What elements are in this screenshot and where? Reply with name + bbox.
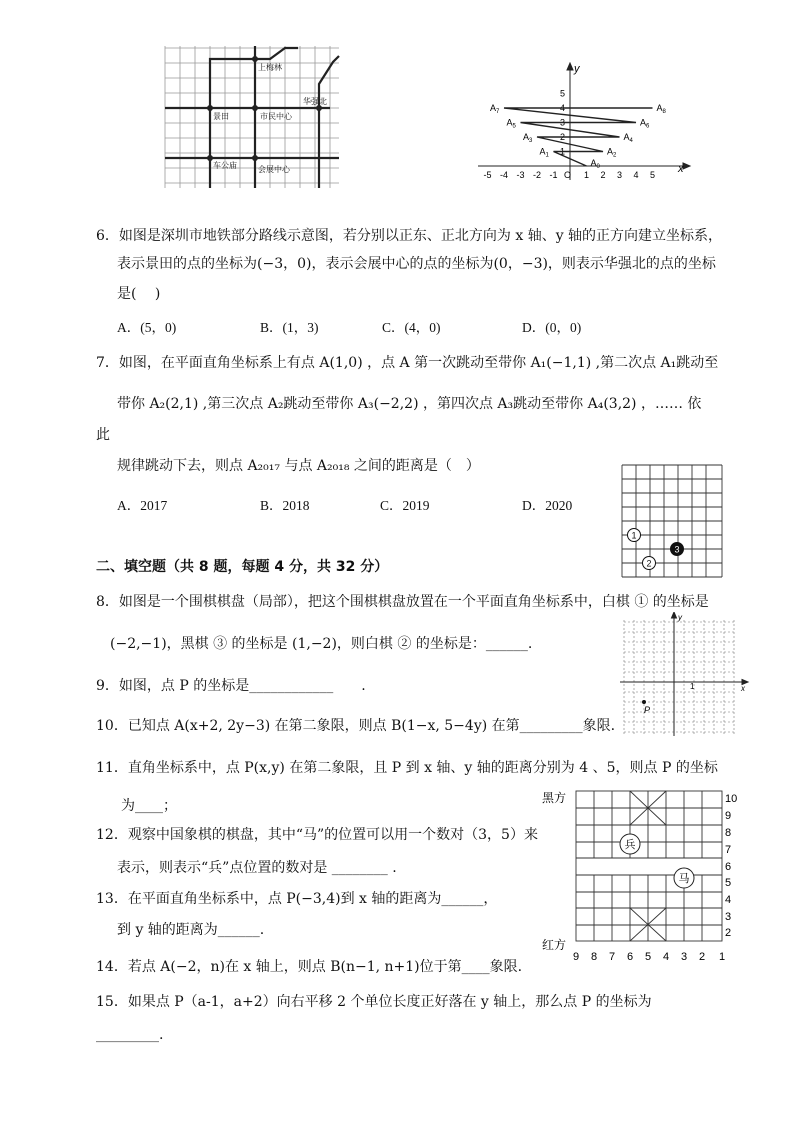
station-label-chegongmiao: 车公庙: [213, 161, 237, 170]
q8-line1: 8．如图是一个围棋棋盘（局部），把这个围棋棋盘放置在一个平面直角坐标系中，白棋 ① 的坐标是: [96, 594, 709, 610]
q12-line1: 12．观察中国象棋的棋盘，其中“马”的位置可以用一个数对（3，5）来: [96, 827, 538, 843]
xiangqi-row-9: 9: [725, 810, 732, 822]
point-p-dot: [642, 700, 646, 704]
q6-line3: 是( ): [117, 286, 161, 302]
xiangqi-col-4: 4: [662, 951, 670, 963]
go-stone-3: [671, 543, 684, 556]
station-label-civic-center: 市民中心: [260, 112, 292, 121]
q6-line1: 6．如图是深圳市地铁部分路线示意图，若分别以正东、正北方向为 x 轴、y 轴的正方向建立坐标系，: [96, 228, 723, 244]
subway-grid: [165, 46, 339, 188]
subway-map-figure: [163, 44, 341, 190]
point-p-tick-label: 1: [690, 682, 695, 691]
q15-line2: _________.: [96, 1027, 164, 1043]
xiangqi-row-6: 6: [725, 861, 732, 873]
q7-line3: 此: [96, 427, 110, 443]
station-label-huaqiangbei: 华强北: [303, 97, 327, 106]
jump-x-tick: -3: [516, 170, 525, 180]
svg-text:马: 马: [678, 873, 690, 885]
svg-text:兵: 兵: [624, 839, 636, 851]
q15-line1: 15．如果点 P（a-1，a+2）向右平移 2 个单位长度正好落在 y 轴上，那么点 P 的坐标为: [96, 994, 652, 1010]
q7-option-d[interactable]: D．2020: [522, 498, 573, 513]
svg-text:1: 1: [631, 530, 637, 541]
q11-line1: 11．直角坐标系中，点 P(x,y) 在第二象限，且 P 到 x 轴、y 轴的距离分别为 4 、5，则点 P 的坐标: [96, 760, 718, 776]
xiangqi-piece-ma: [674, 868, 694, 888]
q13-line2: 到 y 轴的距离为______.: [117, 922, 265, 938]
q6-option-b[interactable]: B．(1，3): [260, 320, 319, 335]
jump-x-tick: -2: [532, 170, 542, 180]
jump-point-label: $A_6$: [640, 117, 650, 130]
xiangqi-row-10: 10: [725, 793, 738, 805]
jump-point-label: $A_7$: [490, 103, 500, 115]
q9-line1: 9．如图，点 P 的坐标是____________ .: [96, 678, 366, 694]
jump-x-tick: 5: [649, 170, 656, 180]
jump-y-tick: 3: [560, 117, 566, 128]
xiangqi-top-label: 黑方: [542, 791, 567, 805]
xiangqi-row-4: 4: [725, 894, 732, 906]
jump-point-label: $A_0$: [590, 158, 600, 170]
subway-lines: [165, 46, 339, 188]
q6-line2: 表示景田的点的坐标为(−3，0)，表示会展中心的点的坐标为(0，−3)，则表示华强北的点的坐标: [117, 256, 716, 272]
jump-x-axis-label: x: [678, 163, 684, 175]
station-label-jingtian: 景田: [213, 112, 229, 121]
jump-point-label: $A_1$: [539, 146, 549, 159]
q8-line2: (−2,−1)，黑棋 ③ 的坐标是 (1,−2)，则白棋 ② 的坐标是：______.: [110, 636, 533, 652]
xiangqi-col-7: 7: [608, 951, 616, 963]
jump-point-label: $A_5$: [506, 117, 516, 130]
point-p-figure: [620, 612, 750, 738]
q7-option-a[interactable]: A．2017: [117, 498, 168, 513]
jump-x-tick: 4: [633, 170, 639, 180]
xiangqi-row-2: 2: [725, 927, 732, 939]
xiangqi-row-3: 3: [725, 911, 732, 923]
jump-y-tick: 5: [560, 88, 566, 99]
xiangqi-board-figure: [538, 786, 748, 970]
svg-text:3: 3: [674, 544, 680, 555]
q7-line1: 7．如图，在平面直角坐标系上有点 A(1,0) ，点 A 第一次跳动至带你 A₁(−1,1) ,第二次点 A₁跳动至: [96, 355, 719, 371]
jump-point-label: $A_4$: [623, 132, 633, 144]
jump-y-axis-label: y: [574, 63, 580, 75]
jump-pattern-figure: [478, 62, 694, 184]
xiangqi-col-1: 1: [718, 951, 726, 963]
q12-line2: 表示，则表示“兵”点位置的数对是 ________ .: [117, 860, 397, 876]
q11-line2: 为____；: [121, 798, 177, 814]
jump-x-tick: 2: [600, 170, 606, 180]
go-stone-1: [628, 529, 641, 542]
xiangqi-col-6: 6: [626, 951, 634, 963]
q7-line2: 带你 A₂(2,1) ,第三次点 A₂跳动至带你 A₃(−2,2) ，第四次点 A₃跳动至带你 A₄(3,2) ，…… 依: [117, 396, 702, 412]
jump-point-label: $A_8$: [656, 103, 666, 115]
section2-title: 二、填空题（共 8 题，每题 4 分，共 32 分）: [96, 559, 389, 575]
jump-x-tick: -1: [549, 170, 558, 180]
xiangqi-col-8: 8: [590, 951, 598, 963]
q6-option-a[interactable]: A．(5，0): [117, 320, 177, 335]
xiangqi-row-7: 7: [725, 844, 732, 856]
xiangqi-bottom-label: 红方: [542, 938, 567, 952]
point-p-x-label: x: [741, 684, 745, 693]
go-stone-2: [643, 557, 656, 570]
xiangqi-col-5: 5: [644, 951, 652, 963]
jump-x-tick: -5: [483, 170, 492, 180]
q6-option-c[interactable]: C．(4，0): [382, 320, 441, 335]
jump-origin-label: O: [564, 170, 572, 180]
xiangqi-piece-bing: [620, 834, 640, 854]
xiangqi-row-8: 8: [725, 827, 732, 839]
jump-y-tick: 1: [560, 146, 566, 157]
jump-y-tick: 2: [560, 132, 566, 142]
xiangqi-row-5: 5: [725, 877, 732, 889]
q14-line1: 14．若点 A(−2，n)在 x 轴上，则点 B(n−1, n+1)位于第____象限.: [96, 959, 523, 975]
jump-point-label: $A_3$: [523, 132, 533, 144]
xiangqi-col-2: 2: [698, 951, 706, 963]
jump-x-tick: -4: [499, 170, 509, 180]
q6-option-d[interactable]: D．(0，0): [522, 320, 582, 335]
jump-point-label: $A_2$: [607, 146, 617, 159]
jump-x-tick: 3: [616, 170, 623, 180]
xiangqi-col-9: 9: [572, 951, 580, 963]
xiangqi-col-3: 3: [680, 951, 688, 963]
q10-line1: 10．已知点 A(x+2, 2y−3) 在第二象限，则点 B(1−x, 5−4y) 在第_________象限.: [96, 718, 616, 734]
q7-option-c[interactable]: C．2019: [380, 498, 430, 513]
jump-x-tick: 1: [583, 170, 590, 180]
jump-y-tick: 4: [560, 103, 566, 113]
svg-text:2: 2: [646, 558, 652, 569]
q13-line1: 13．在平面直角坐标系中，点 P(−3,4)到 x 轴的距离为______，: [96, 891, 498, 907]
q7-option-b[interactable]: B．2018: [260, 498, 310, 513]
point-p-label: P: [644, 705, 651, 715]
station-label-shangmeilin: 上梅林: [258, 63, 282, 72]
q7-line4: 规律跳动下去，则点 A₂₀₁₇ 与点 A₂₀₁₈ 之间的距离是（ ）: [117, 458, 480, 474]
station-label-convention-center: 会展中心: [258, 165, 290, 174]
point-p-y-label: y: [678, 613, 682, 622]
go-board-figure: [618, 461, 728, 581]
